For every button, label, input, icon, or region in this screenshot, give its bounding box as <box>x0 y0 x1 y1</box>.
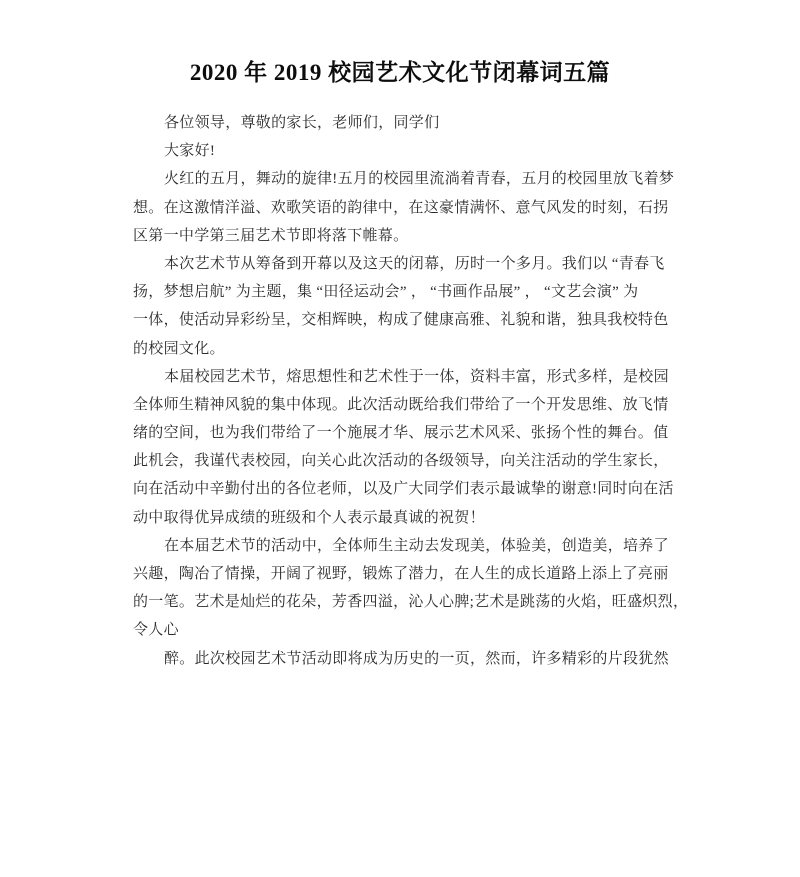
text-line: 令人心 <box>133 622 179 639</box>
document-body <box>133 109 689 673</box>
text-line: 本届校园艺术节，熔思想性和艺术性于一体，资料丰富，形式多样，是校园 <box>164 368 669 385</box>
text-line: 兴趣，陶冶了情操，开阔了视野，锻炼了潜力，在人生的成长道路上添上了亮丽 <box>133 566 669 582</box>
text-line: 扬，梦想启航” 为主题，集 “田径运动会” ， “书画作品展” ， “文艺会演” 为 <box>133 284 639 301</box>
text-line: 各位领导，尊敬的家长，老师们，同学们 <box>164 115 440 131</box>
text-line: 大家好! <box>164 143 216 160</box>
text-line: 绪的空间，也为我们带给了一个施展才华、展示艺术风采、张扬个性的舞台。值 <box>133 425 669 442</box>
text-line: 向在活动中辛勤付出的各位老师，以及广大同学们表示最诚挚的谢意!同时向在活 <box>133 481 674 498</box>
text-line: 在本届艺术节的活动中，全体师生主动去发现美，体验美，创造美，培养了 <box>164 537 669 554</box>
document-title: 2020 年 2019 校园艺术文化节闭幕词五篇 <box>189 60 611 85</box>
text-line: 动中取得优异成绩的班级和个人表示最真诚的祝贺！ <box>133 509 485 526</box>
text-line: 一体，使活动异彩纷呈，交相辉映，构成了健康高雅、礼貌和谐，独具我校特色 <box>133 312 669 329</box>
text-line: 的校园文化。 <box>133 340 225 357</box>
text-line: 区第一中学第三届艺术节即将落下帷幕。 <box>133 227 409 244</box>
text-line: 全体师生精神风貌的集中体现。此次活动既给我们带给了一个开发思维、放飞情 <box>133 396 669 413</box>
text-line: 本次艺术节从筹备到开幕以及这天的闭幕，历时一个多月。我们以 “青春飞 <box>164 255 665 272</box>
text-line: 此机会，我谨代表校园，向关心此次活动的各级领导，向关注活动的学生家长， <box>133 453 669 470</box>
text-line: 想。在这激情洋溢、欢歌笑语的韵律中，在这豪情满怀、意气风发的时刻，石拐 <box>133 199 669 216</box>
text-line: 的一笔。艺术是灿烂的花朵，芳香四溢，沁人心脾;艺术是跳荡的火焰，旺盛炽烈， <box>133 594 689 611</box>
text-line: 火红的五月，舞动的旋律!五月的校园里流淌着青春，五月的校园里放飞着梦 <box>164 171 675 188</box>
text-line: 醉。此次校园艺术节活动即将成为历史的一页，然而，许多精彩的片段犹然 <box>164 650 669 667</box>
